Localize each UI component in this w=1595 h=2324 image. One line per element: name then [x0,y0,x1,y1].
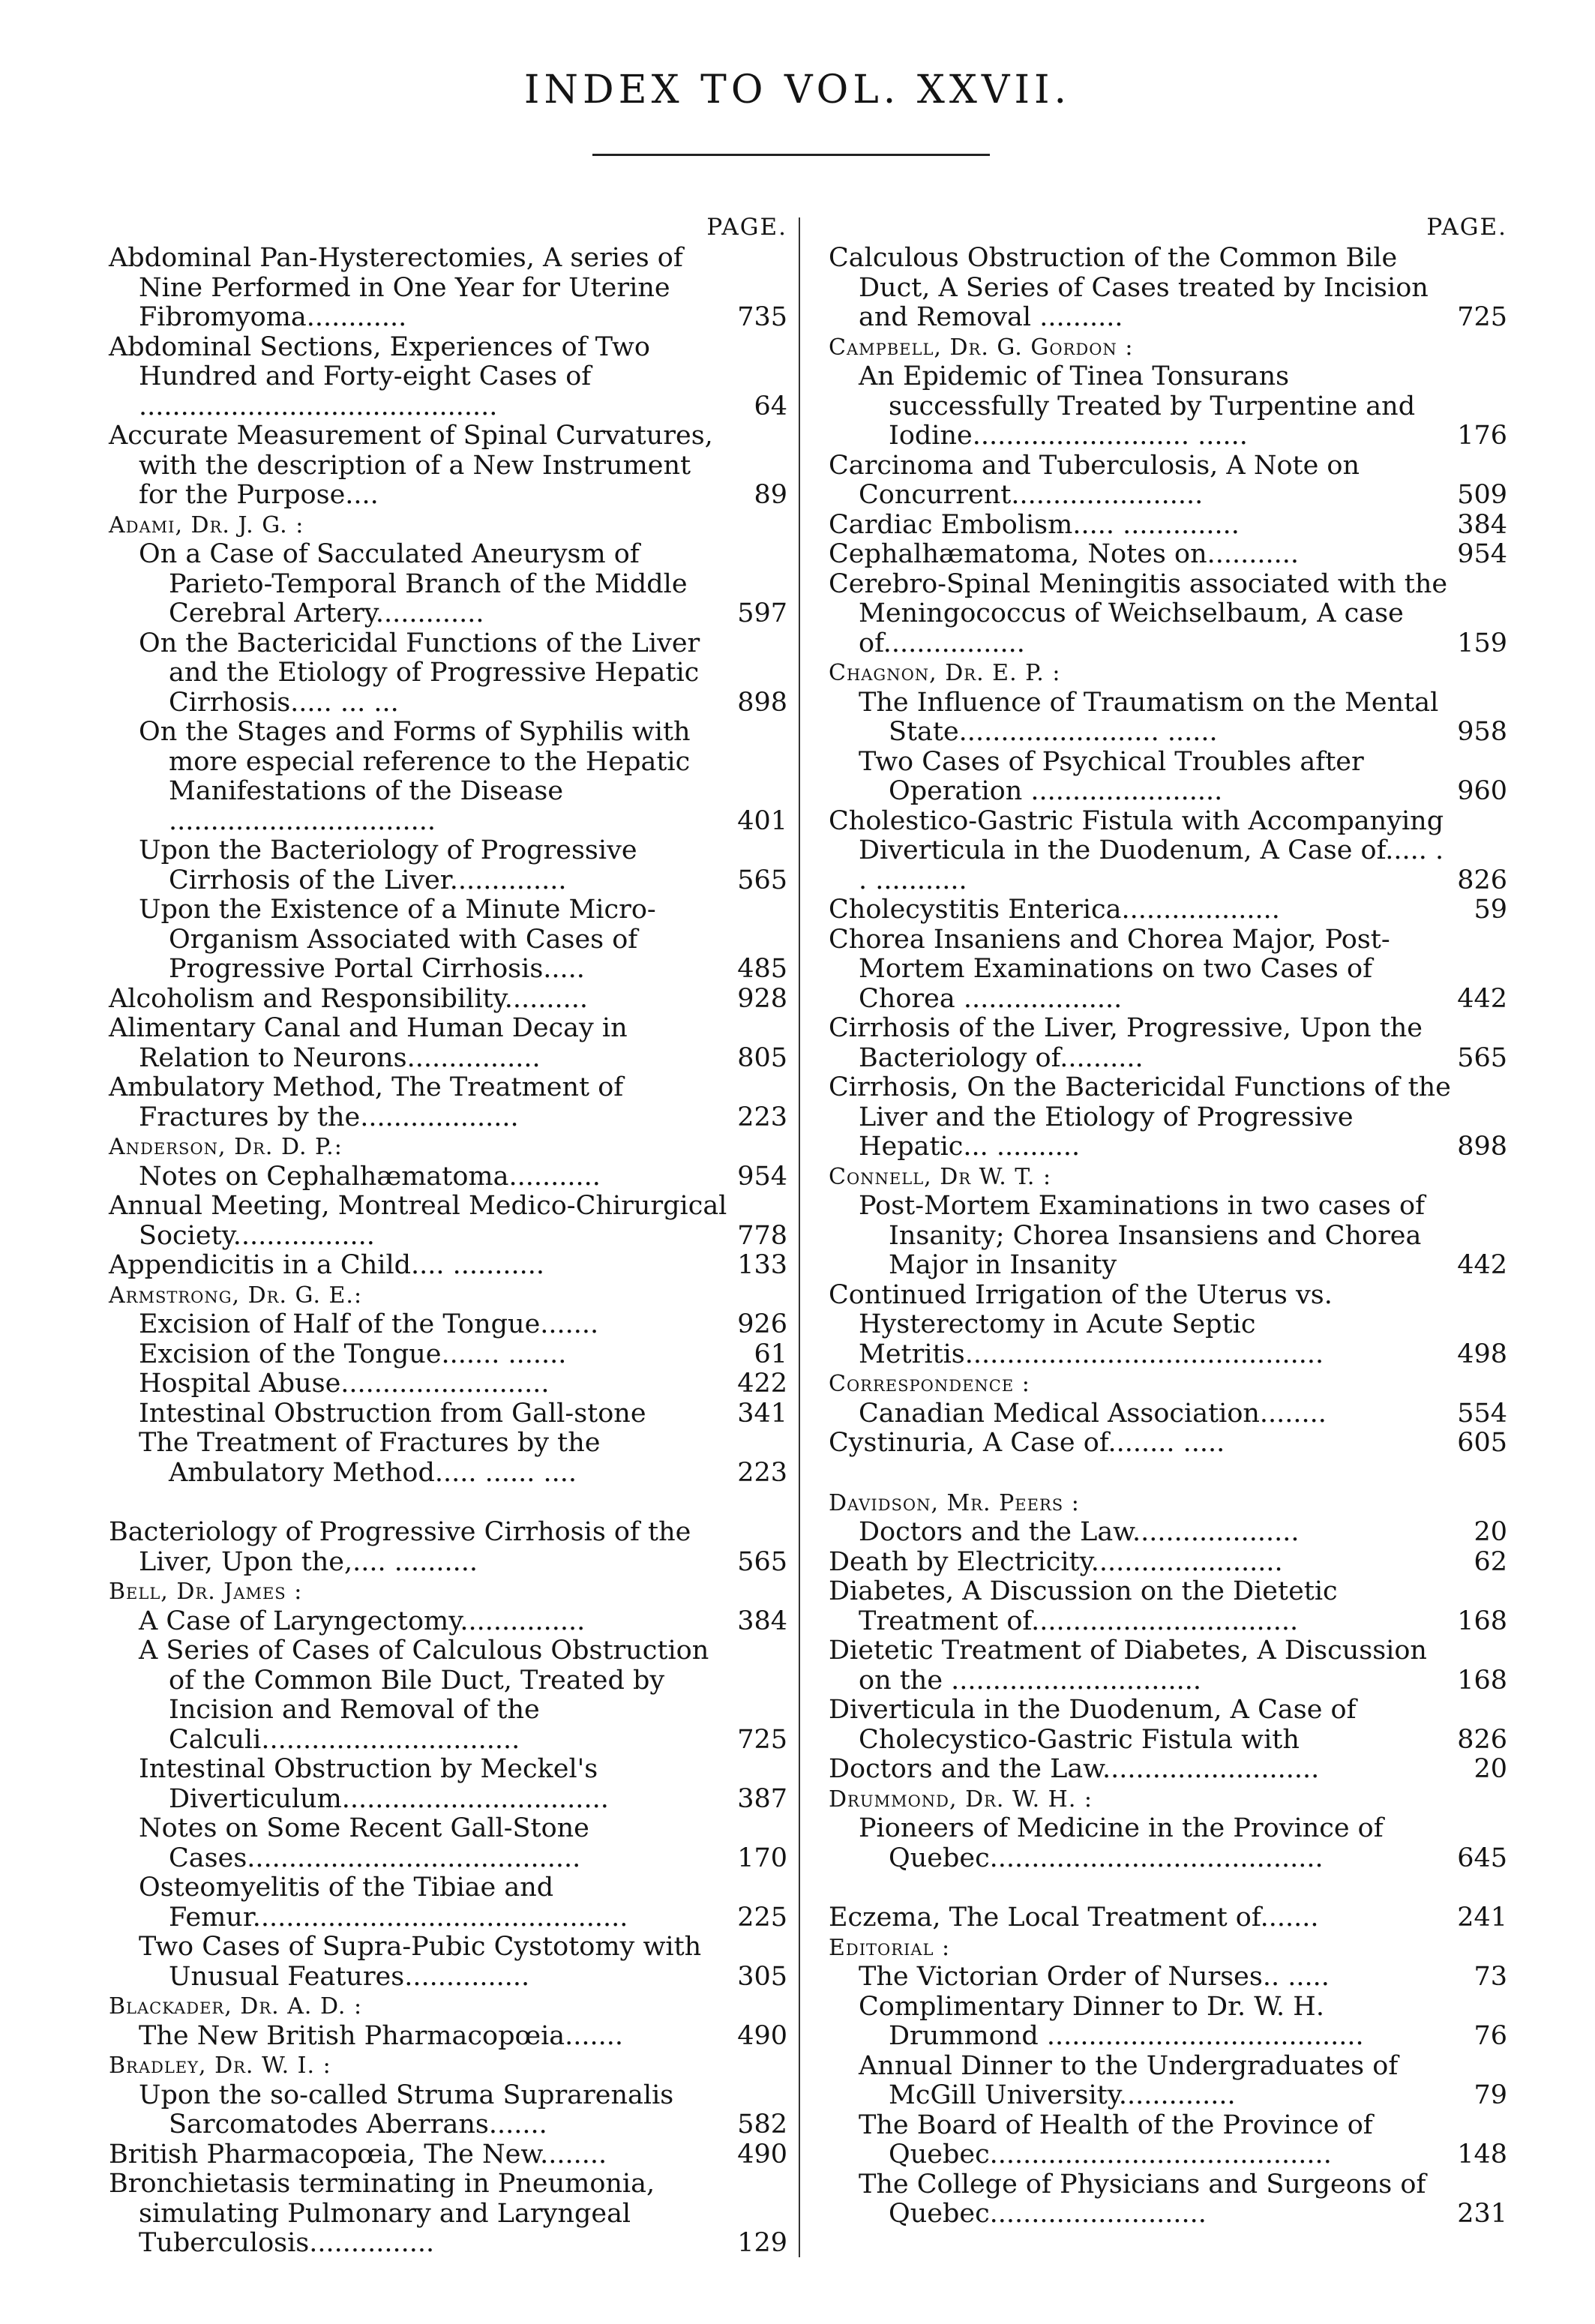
index-entry [829,1429,1507,1459]
entry-text: On the Bactericidal Functions of the Liver and the Etiology of Progressive Hepatic Cirrhosis..... ... ... [139,628,700,718]
entry-page-number: 223 [737,1457,787,1488]
index-column-right [829,214,1507,2230]
entry-page-number: 223 [737,1102,787,1132]
entry-text: Upon the so-called Struma Suprarenalis Sarcomatodes Aberrans....... [139,2080,674,2140]
author-heading: Bradley, Dr. W. I. : [109,2053,331,2079]
index-entry [829,1281,1507,1370]
entry-text: Abdominal Sections, Experiences of Two Hundred and Forty-eight Cases of ........................................... [109,331,650,421]
entry-text: The College of Physicians and Surgeons of Quebec.......................... [859,2169,1426,2229]
index-entry [829,895,1507,925]
sub-entry [109,2022,787,2052]
entry-page-number: 960 [1457,776,1507,806]
sub-entry [109,1399,787,1429]
author-heading: Bell, Dr. James : [109,1579,303,1605]
index-entry [829,570,1507,659]
entry-text: A Series of Cases of Calculous Obstruction of the Common Bile Duct, Treated by Incision and Removal of the Calculi............................... [139,1636,709,1755]
entry-page-number: 79 [1474,2080,1507,2110]
author-heading: Campbell, Dr. G. Gordon : [829,334,1134,361]
sub-entry [109,1310,787,1340]
sub-entry [109,1369,787,1399]
entry-text: Eczema, The Local Treatment of....... [829,1903,1319,1933]
entry-text: The Victorian Order of Nurses.. ..... [859,1962,1330,1992]
entry-page-number: 958 [1457,717,1507,747]
index-entry [109,1192,787,1251]
author-heading: Connell, Dr W. T. : [829,1163,1052,1190]
sub-entry [829,362,1507,451]
sub-entry [109,1814,787,1873]
entry-text: Upon the Bacteriology of Progressive Cirrhosis of the Liver.............. [139,835,637,895]
entry-text: Bacteriology of Progressive Cirrhosis of the Liver, Upon the,.... .......... [109,1517,691,1577]
sub-entry [109,836,787,895]
entry-page-number: 554 [1457,1398,1507,1429]
entry-page-number: 384 [1457,509,1507,540]
entry-page-number: 582 [737,2110,787,2140]
entry-page-number: 954 [1457,539,1507,569]
entry-page-number: 61 [754,1339,787,1369]
column-divider [799,217,800,2257]
entry-page-number: 805 [737,1042,787,1073]
entry-page-number: 565 [1457,1042,1507,1073]
entry-page-number: 928 [737,983,787,1014]
entry-page-number: 954 [737,1161,787,1192]
entry-text: An Epidemic of Tinea Tonsurans successfully Treated by Turpentine and Iodine.......................... ...... [859,361,1416,451]
sub-entry [109,718,787,836]
section-gap [829,1459,1507,1489]
entry-text: Doctors and the Law.......................... [829,1754,1320,1784]
entry-page-number: 498 [1457,1339,1507,1369]
sub-entry [109,629,787,718]
entry-text: Cirrhosis of the Liver, Progressive, Upon the Bacteriology of.......... [829,1013,1423,1073]
entry-page-number: 490 [737,2020,787,2051]
entry-text: Abdominal Pan-Hysterectomies, A series of Nine Performed in One Year for Uterine Fibromyoma............ [109,243,683,332]
entry-text: The New British Pharmacopœia....... [139,2020,624,2051]
author-heading: Armstrong, Dr. G. E.: [109,1282,363,1309]
entry-text: The Treatment of Fractures by the Ambulatory Method..... ...... .... [139,1428,601,1488]
entry-page-number: 826 [1457,1724,1507,1755]
entry-text: Two Cases of Supra-Pubic Cystotomy with Unusual Features............... [139,1932,702,1992]
entry-page-number: 485 [737,954,787,984]
entry-text: The Influence of Traumatism on the Mental State........................ ...... [859,687,1439,747]
entry-text: Osteomyelitis of the Tibiae and Femur............................................. [139,1873,628,1933]
entry-text: Cholecystitis Enterica................... [829,895,1280,925]
entry-text: Pioneers of Medicine in the Province of Quebec........................................ [859,1813,1384,1873]
entry-page-number: 64 [754,391,787,421]
sub-entry [109,540,787,629]
entry-text: On the Stages and Forms of Syphilis with more especial reference to the Hepatic Manifestations of the Disease ................................ [139,717,691,836]
sub-entry [829,1993,1507,2052]
entry-text: Cardiac Embolism..... .............. [829,509,1240,540]
entry-text: Two Cases of Psychical Troubles after Operation ....................... [859,746,1364,806]
index-entry [109,1251,787,1281]
entry-page-number: 384 [737,1606,787,1636]
sub-entry [829,2111,1507,2170]
index-entry [829,1548,1507,1578]
entry-page-number: 62 [1474,1546,1507,1577]
entry-text: Alimentary Canal and Human Decay in Relation to Neurons................ [109,1013,628,1073]
entry-page-number: 490 [737,2139,787,2170]
index-entry [829,1755,1507,1785]
entry-page-number: 59 [1474,895,1507,925]
index-entry [829,451,1507,511]
author-heading: Drummond, Dr. W. H. : [829,1786,1093,1813]
author-heading: Blackader, Dr. A. D. : [109,1993,363,2020]
sub-entry [109,2081,787,2140]
index-entry [829,1696,1507,1755]
entry-text: Excision of the Tongue....... ....... [139,1339,567,1369]
index-entry [109,1518,787,1577]
entry-page-number: 565 [737,1546,787,1577]
page-column-label: PAGE. [706,214,787,241]
entry-page-number: 401 [737,805,787,836]
index-entry [109,333,787,422]
sub-entry [109,1340,787,1370]
entry-text: Death by Electricity....................... [829,1546,1283,1577]
index-entry [829,1073,1507,1162]
entry-page-number: 605 [1457,1428,1507,1458]
entry-text: On a Case of Sacculated Aneurysm of Parieto-Temporal Branch of the Middle Cerebral Artery............. [139,539,688,628]
entry-text: Doctors and the Law.................... [859,1517,1300,1547]
entry-page-number: 241 [1457,1903,1507,1933]
author-heading: Anderson, Dr. D. P.: [109,1134,343,1160]
author-heading: Editorial : [829,1934,951,1961]
sub-entry [109,1607,787,1637]
entry-text: Cephalhæmatoma, Notes on........... [829,539,1299,569]
section-gap [829,1873,1507,1903]
entry-page-number: 898 [1457,1132,1507,1162]
sub-entry [109,1636,787,1755]
entry-page-number: 826 [1457,865,1507,895]
sub-entry [829,688,1507,748]
index-entry [109,1073,787,1132]
sub-entry [109,1162,787,1192]
page-column-label: PAGE. [1426,214,1507,241]
index-column-left [109,214,787,2259]
entry-page-number: 422 [737,1369,787,1399]
section-gap [109,1488,787,1518]
entry-text: British Pharmacopœia, The New........ [109,2139,607,2170]
entry-text: Canadian Medical Association........ [859,1398,1327,1429]
entry-text: Complimentary Dinner to Dr. W. H. Drummond ...................................... [859,1991,1364,2051]
entry-page-number: 129 [737,2228,787,2258]
sub-entry [829,1518,1507,1548]
entry-page-number: 778 [737,1220,787,1251]
author-heading: Correspondence : [829,1371,1030,1397]
index-entry [829,540,1507,570]
author-heading: Adami, Dr. J. G. : [109,511,304,538]
entry-page-number: 509 [1457,480,1507,510]
entry-page-number: 176 [1457,421,1507,451]
entry-text: Chorea Insaniens and Chorea Major, Post-Mortem Examinations on two Cases of Chorea ................... [829,924,1390,1014]
index-entry [829,1014,1507,1073]
entry-page-number: 231 [1457,2199,1507,2229]
entry-text: Dietetic Treatment of Diabetes, A Discussion on the .............................. [829,1636,1427,1696]
sub-entry [109,1933,787,1992]
entry-text: Calculous Obstruction of the Common Bile Duct, A Series of Cases treated by Incision and Removal .......... [829,243,1429,332]
index-entry [829,1636,1507,1696]
entry-page-number: 898 [737,687,787,718]
entry-page-number: 341 [737,1398,787,1429]
index-list-right [829,244,1507,2230]
sub-entry [829,2052,1507,2111]
sub-entry [829,1192,1507,1281]
entry-page-number: 387 [737,1783,787,1814]
entry-text: Upon the Existence of a Minute Micro-Organism Associated with Cases of Progressive Portal Cirrhosis..... [139,895,656,984]
entry-page-number: 926 [737,1309,787,1339]
entry-text: Annual Meeting, Montreal Medico-Chirurgical Society................. [109,1191,727,1251]
entry-page-number: 725 [1457,302,1507,332]
sub-entry [109,1755,787,1814]
index-list-left [109,244,787,2259]
entry-text: Appendicitis in a Child.... ........... [109,1250,545,1280]
index-entry [109,1014,787,1073]
entry-page-number: 133 [737,1250,787,1280]
entry-text: Cholestico-Gastric Fistula with Accompanying Diverticula in the Duodenum, A Case of..... . . ........... [829,805,1444,895]
index-entry [829,1903,1507,1933]
entry-text: Excision of Half of the Tongue....... [139,1309,599,1339]
entry-page-number: 168 [1457,1665,1507,1696]
entry-text: Annual Dinner to the Undergraduates of McGill University.............. [859,2050,1399,2110]
entry-text: Carcinoma and Tuberculosis, A Note on Concurrent....................... [829,450,1360,510]
entry-page-number: 735 [737,302,787,332]
entry-page-number: 565 [737,865,787,895]
page-title: INDEX TO VOL. XXVII. [523,67,1072,112]
entry-page-number: 170 [737,1843,787,1873]
title-rule [592,154,990,156]
entry-page-number: 76 [1474,2021,1507,2051]
entry-text: Cirrhosis, On the Bactericidal Functions of the Liver and the Etiology of Progressive Hepatic... .......... [829,1072,1451,1162]
sub-entry [109,895,787,985]
entry-page-number: 89 [754,480,787,510]
entry-text: Cystinuria, A Case of........ ..... [829,1428,1225,1458]
sub-entry [829,1399,1507,1429]
sub-entry [829,748,1507,807]
entry-text: Bronchietasis terminating in Pneumonia, simulating Pulmonary and Laryngeal Tuberculosis............... [109,2169,655,2258]
entry-text: Cerebro-Spinal Meningitis associated with the Meningococcus of Weichselbaum, A case of................. [829,568,1448,658]
entry-text: Intestinal Obstruction by Meckel's Diverticulum................................ [139,1754,609,1814]
entry-text: Intestinal Obstruction from Gall-stone [139,1398,646,1429]
entry-page-number: 20 [1474,1517,1507,1547]
sub-entry [829,2170,1507,2230]
index-entry [829,807,1507,896]
index-entry [829,925,1507,1015]
author-heading: Chagnon, Dr. E. P. : [829,660,1061,686]
entry-page-number: 148 [1457,2140,1507,2170]
entry-text: Post-Mortem Examinations in two cases of Insanity; Chorea Insansiens and Chorea Major in Insanity [859,1191,1426,1280]
index-entry [109,2170,787,2259]
entry-text: Continued Irrigation of the Uterus vs. Hysterectomy in Acute Septic Metritis........................................... [829,1279,1333,1369]
entry-page-number: 20 [1474,1754,1507,1784]
entry-text: Alcoholism and Responsibility.......... [109,983,588,1014]
entry-page-number: 442 [1457,1250,1507,1280]
entry-page-number: 442 [1457,983,1507,1014]
entry-page-number: 305 [737,1961,787,1992]
index-entry [109,244,787,333]
entry-page-number: 225 [737,1902,787,1933]
entry-page-number: 159 [1457,628,1507,658]
entry-page-number: 168 [1457,1606,1507,1636]
sub-entry [109,1873,787,1933]
sub-entry [829,1814,1507,1873]
entry-text: A Case of Laryngectomy............... [139,1606,586,1636]
sub-entry [109,1429,787,1488]
entry-text: The Board of Health of the Province of Quebec......................................... [859,2110,1373,2170]
entry-page-number: 73 [1474,1962,1507,1992]
entry-text: Accurate Measurement of Spinal Curvatures, with the description of a New Instrument for the Purpose.... [109,421,713,510]
entry-text: Diverticula in the Duodenum, A Case of Cholecystico-Gastric Fistula with [829,1695,1357,1755]
index-entry [109,421,787,511]
entry-page-number: 725 [737,1724,787,1755]
entry-text: Ambulatory Method, The Treatment of Fractures by the................... [109,1072,624,1132]
index-entry [829,511,1507,541]
sub-entry [829,1963,1507,1993]
entry-text: Diabetes, A Discussion on the Dietetic Treatment of................................ [829,1576,1338,1636]
entry-text: Notes on Cephalhæmatoma........... [139,1161,601,1192]
entry-text: Notes on Some Recent Gall-Stone Cases........................................ [139,1813,589,1873]
index-entry [109,985,787,1015]
index-entry [829,244,1507,333]
author-heading: Davidson, Mr. Peers : [829,1489,1080,1516]
entry-page-number: 645 [1457,1843,1507,1873]
entry-text: Hospital Abuse......................... [139,1369,550,1399]
entry-page-number: 597 [737,598,787,628]
index-entry [109,2140,787,2170]
index-entry [829,1577,1507,1636]
